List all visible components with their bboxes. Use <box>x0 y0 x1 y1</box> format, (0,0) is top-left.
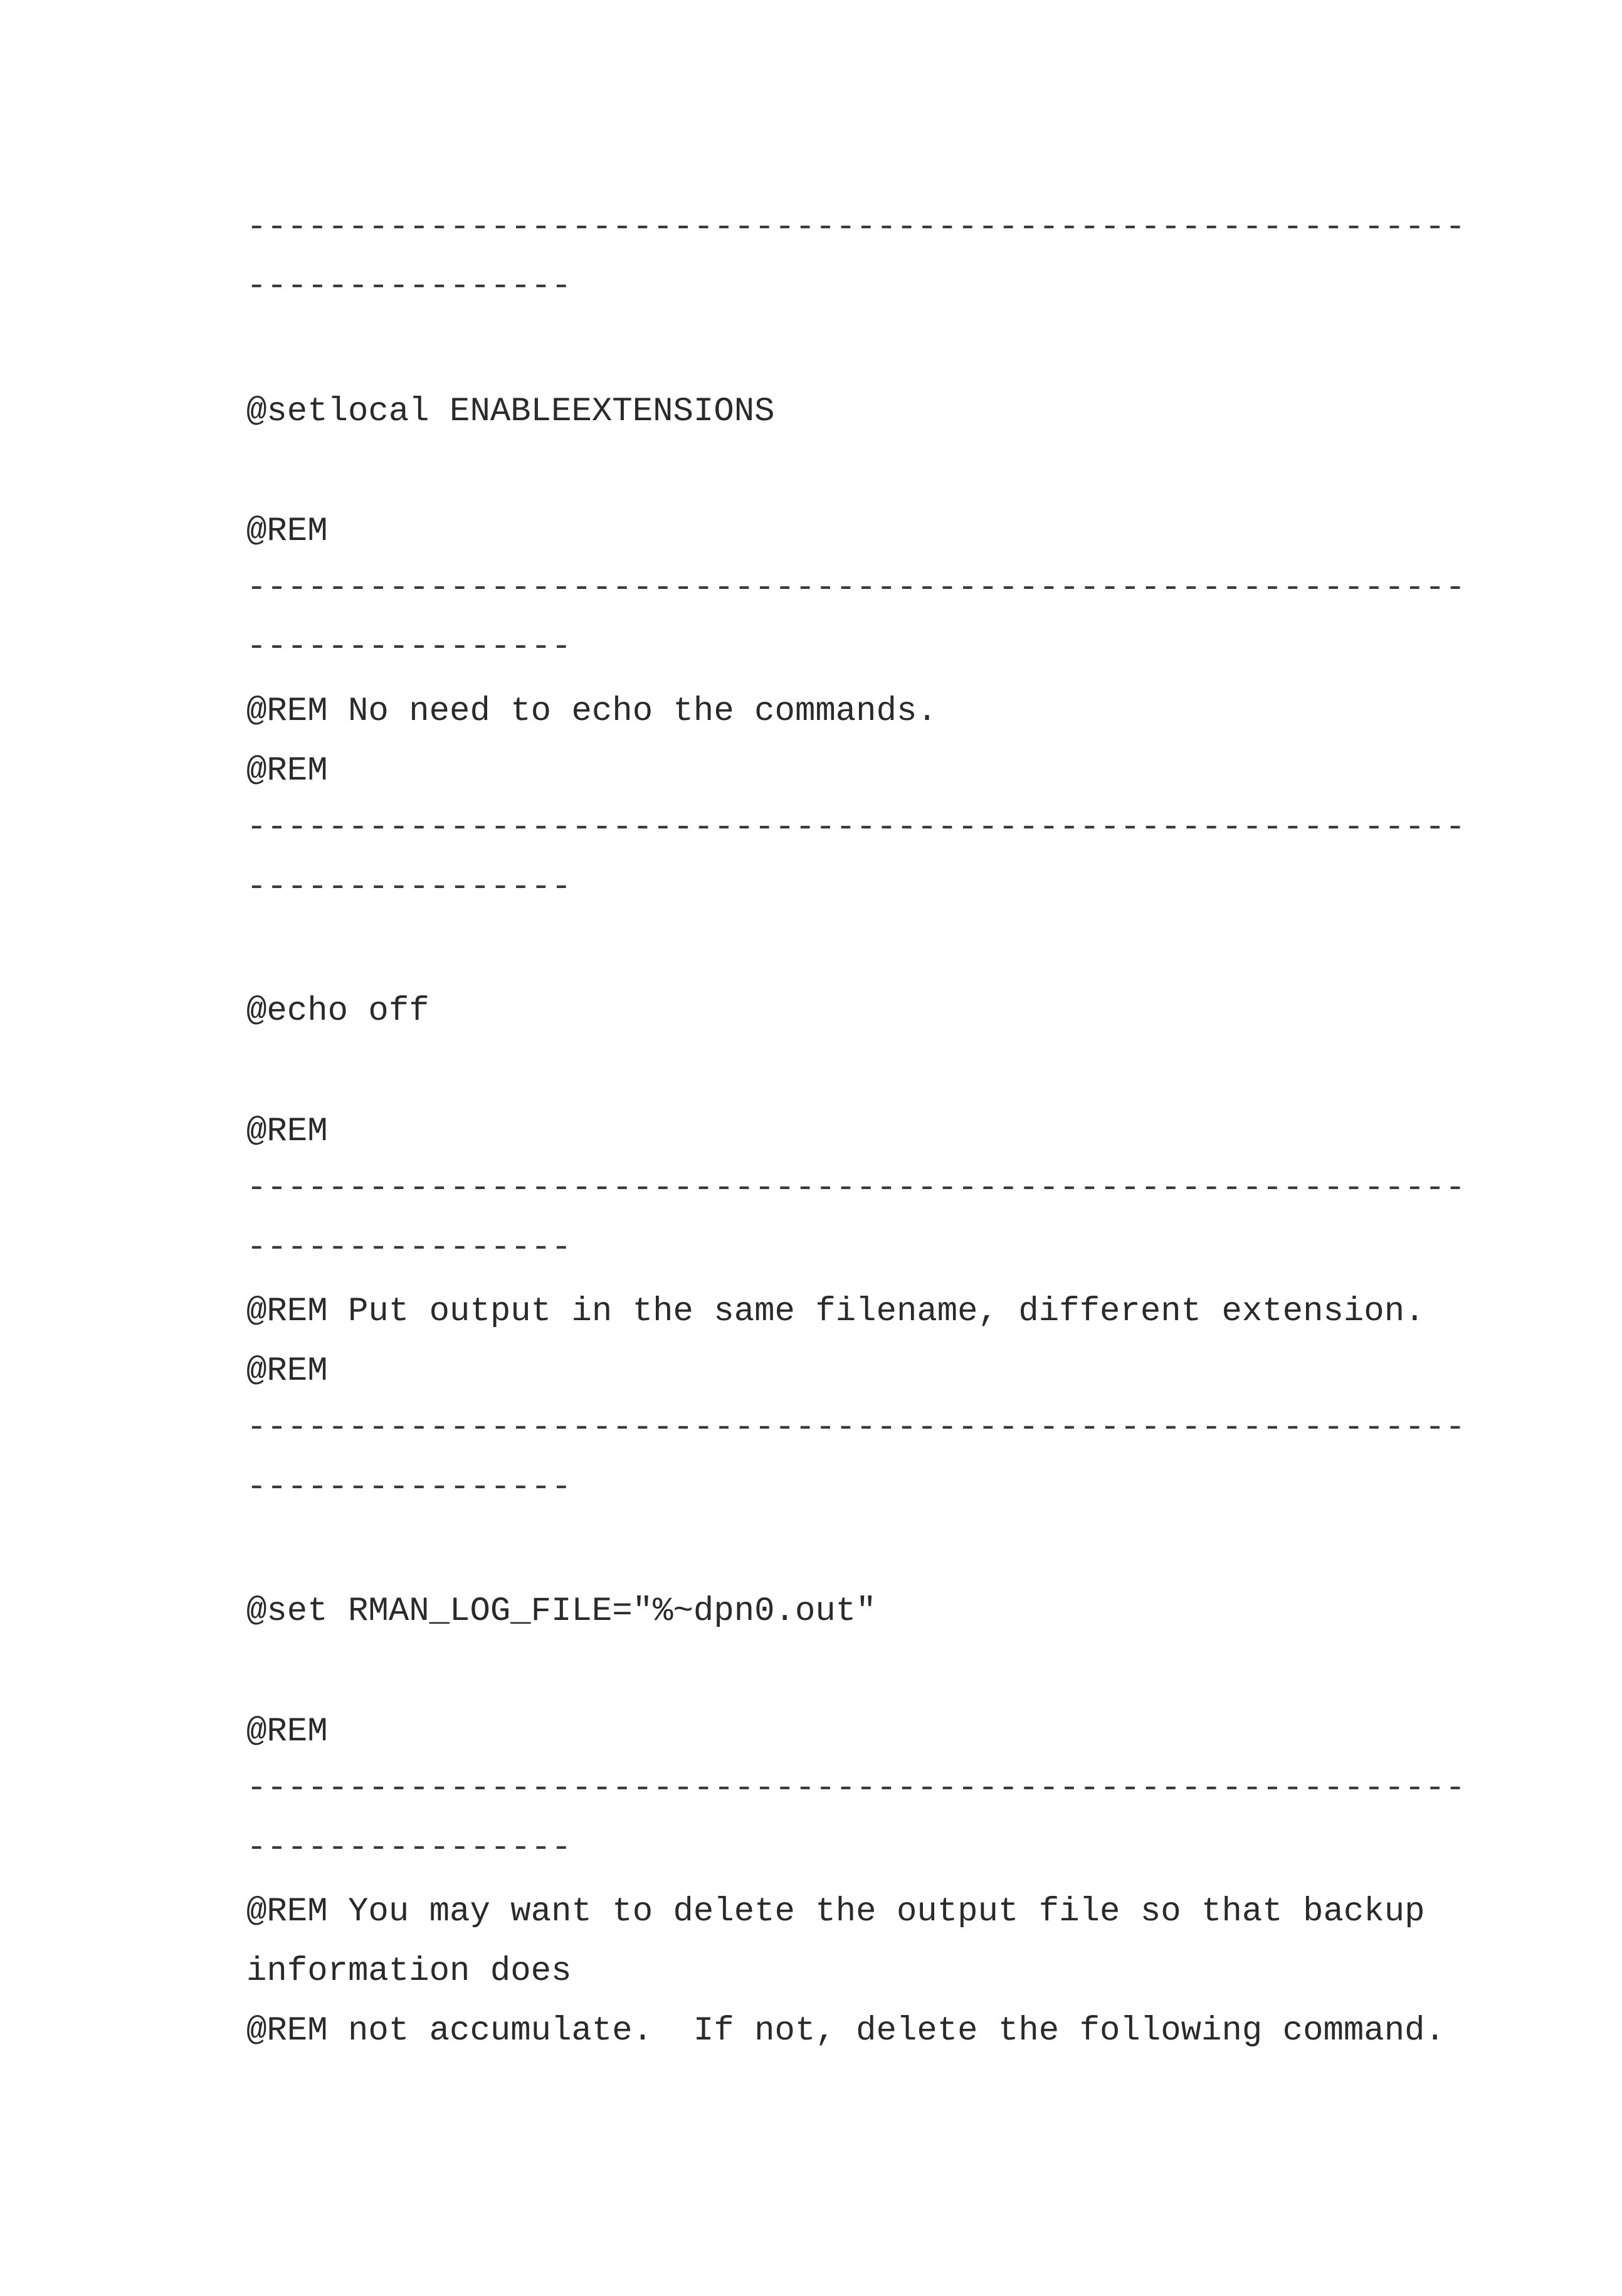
rem-line: @REM <box>246 752 328 790</box>
comment-delete-continuation-line: information does <box>246 1952 572 1991</box>
rem-line: @REM <box>246 512 328 551</box>
separator-line-long: ------------------------------------------------------------ <box>246 1769 1466 1807</box>
set-log-file-line: @set RMAN_LOG_FILE="%~dpn0.out" <box>246 1592 877 1631</box>
rem-line: @REM <box>246 1713 328 1751</box>
separator-line-long: ------------------------------------------------------------ <box>246 569 1466 607</box>
rem-line: @REM <box>246 1352 328 1390</box>
separator-line-short: ---------------- <box>246 868 572 906</box>
comment-delete-line: @REM You may want to delete the output file so that backup <box>246 1893 1425 1931</box>
separator-line-short: ---------------- <box>246 1468 572 1506</box>
separator-line-long: ------------------------------------------------------------ <box>246 808 1466 847</box>
separator-line-long: ------------------------------------------------------------ <box>246 1409 1466 1447</box>
rem-line: @REM <box>246 1113 328 1151</box>
comment-accumulate-line: @REM not accumulate. If not, delete the following command. <box>246 2012 1445 2050</box>
separator-line-long: ------------------------------------------------------------ <box>246 208 1466 246</box>
separator-line-short: ---------------- <box>246 267 572 305</box>
separator-line-long: ------------------------------------------------------------ <box>246 1169 1466 1207</box>
separator-line-short: ---------------- <box>246 1829 572 1867</box>
setlocal-line: @setlocal ENABLEEXTENSIONS <box>246 393 775 431</box>
echo-off-line: @echo off <box>246 992 429 1030</box>
comment-echo-line: @REM No need to echo the commands. <box>246 692 937 731</box>
comment-output-line: @REM Put output in the same filename, different extension. <box>246 1293 1425 1331</box>
separator-line-short: ---------------- <box>246 628 572 666</box>
separator-line-short: ---------------- <box>246 1229 572 1267</box>
